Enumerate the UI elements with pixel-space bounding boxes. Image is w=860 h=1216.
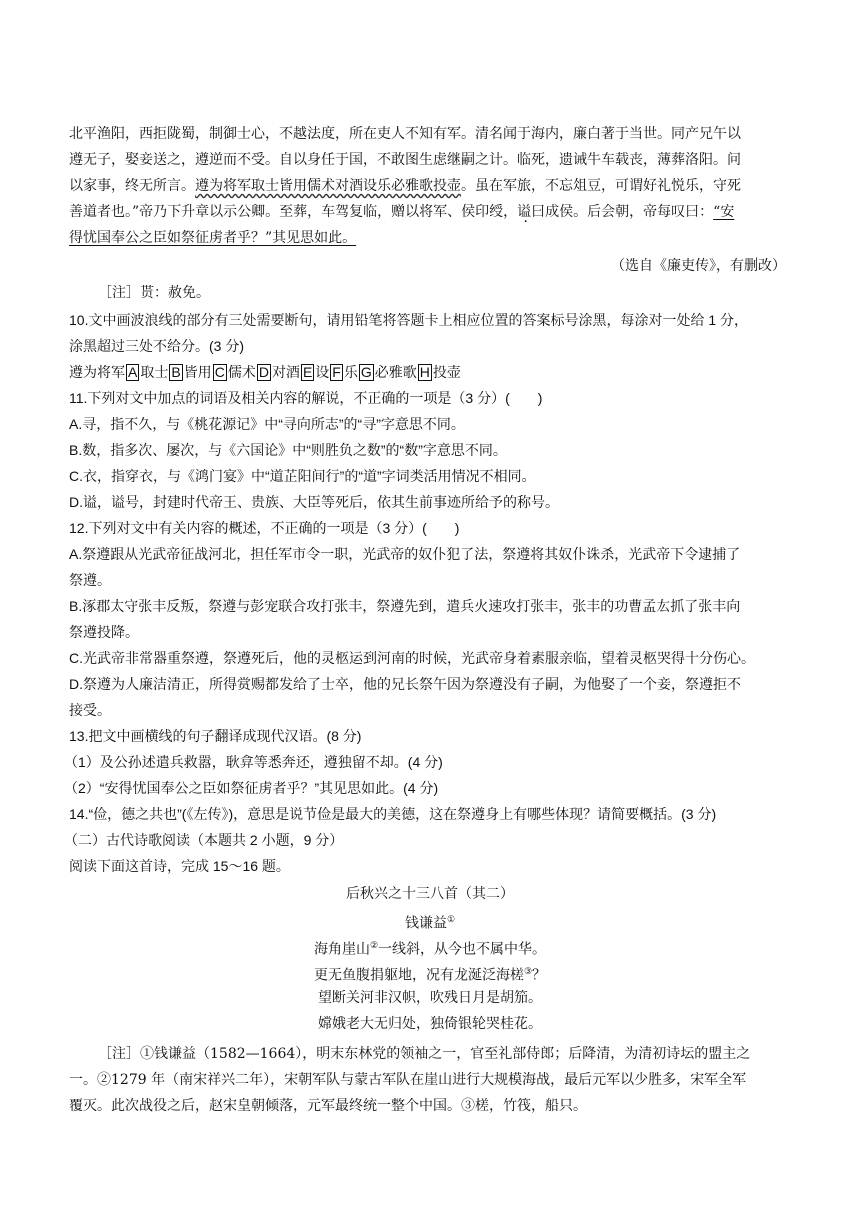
q10-stem-line-1: 10.文中画波浪线的部分有三处需要断句，请用铅笔将答题卡上相应位置的答案标号涂黑，每涂对一处给 1 分， <box>69 312 749 328</box>
answer-mark-g[interactable]: G <box>360 364 372 380</box>
poem-note-line-3: 覆灭。此次战役之后，赵宋皇朝倾落，元军最终统一整个中国。③槎，竹筏，船只。 <box>69 1098 587 1114</box>
poem-author-name: 钱谦益 <box>404 915 447 932</box>
passage-line-4 <box>69 202 734 222</box>
answer-mark-c[interactable]: C <box>214 364 225 380</box>
underlined-sentence: 得忧国奉公之臣如祭征虏者乎？”其见思如此。 <box>69 230 357 246</box>
underlined-sentence: “安 <box>713 204 735 220</box>
answer-mark-f[interactable]: F <box>332 364 341 380</box>
q10-stem-line-2: 涂黑超过三处不给分。(3 分) <box>69 338 244 354</box>
q10-segment: 儒术 <box>227 364 256 380</box>
poem-text: 更无鱼腹捐躯地，况有龙涎泛海槎 <box>313 967 524 984</box>
q12-stem: 12.下列对文中有关内容的概述，不正确的一项是（3 分）( ) <box>69 520 460 536</box>
answer-mark-h[interactable]: H <box>419 364 430 380</box>
q12-option-c: C.光武帝非常器重祭遵，祭遵死后，他的灵柩运到河南的时候，光武帝身着素服亲临，望着灵柩哭得十分伤心。 <box>69 650 755 666</box>
passage-note: ［注］贳：赦免。 <box>98 284 210 300</box>
passage-text: 曰成侯。后会朝，帝每叹曰： <box>531 204 714 220</box>
q14-stem: 14.“俭，德之共也”(《左传》)，意思是说节俭是最大的美德，这在祭遵身上有哪些体现？请简要概括。(3 分) <box>69 806 717 822</box>
q10-answer-options <box>69 362 461 382</box>
poem-title: 后秋兴之十三八首（其二） <box>346 886 514 902</box>
q10-segment: 必雅歌 <box>374 364 417 380</box>
q12-option-d-line-2: 接受。 <box>69 702 111 718</box>
q10-segment: 皆用 <box>183 364 212 380</box>
q13-sentence-1: （1）及公孙述遣兵救嚣，耿弇等悉奔还，遵独留不却。(4 分) <box>64 754 443 770</box>
passage-source: （选自《廉吏传》，有删改） <box>611 258 786 274</box>
section-intro: 阅读下面这首诗，完成 15～16 题。 <box>69 858 290 874</box>
poem-line-3: 望断关河非汉帜，吹残日月是胡笳。 <box>318 990 542 1006</box>
poem-author <box>0 910 860 934</box>
q11-option-d: D.谥，谥号，封建时代帝王、贵族、大臣等死后，依其生前事迹所给予的称号。 <box>69 494 559 510</box>
q12-option-a-line-2: 祭遵。 <box>69 572 111 588</box>
q10-segment: 取士 <box>140 364 169 380</box>
dotted-word: 谥 <box>517 204 532 220</box>
answer-mark-e[interactable]: E <box>302 364 313 380</box>
wavy-underlined-sentence: 遵为将军取士皆用儒术对酒设乐必雅歌投壶 <box>195 178 461 194</box>
poem-line-4: 嫦娥老大无归处，独倚银轮哭桂花。 <box>318 1016 542 1032</box>
q11-stem: 11.下列对文中加点的词语及相关内容的解说，不正确的一项是（3 分）( ) <box>69 390 543 406</box>
q11-option-a: A.寻，指不久，与《桃花源记》中“寻向所志”的“寻”字意思不同。 <box>69 416 465 432</box>
answer-mark-b[interactable]: B <box>171 364 181 380</box>
footnote-mark: ② <box>369 941 379 951</box>
section-heading: （二）古代诗歌阅读（本题共 2 小题，9 分） <box>64 832 344 848</box>
q12-option-d-line-1: D.祭遵为人廉洁清正，所得赏赐都发给了士卒，他的兄长祭午因为祭遵没有子嗣，为他娶了一个妾，祭遵拒不 <box>69 676 741 692</box>
passage-line-5 <box>69 228 356 248</box>
q10-segment: 遵为将军 <box>69 364 125 380</box>
q12-option-b-line-2: 祭遵投降。 <box>69 624 139 640</box>
poem-text: ？ <box>532 967 547 984</box>
q10-segment: 乐 <box>343 364 358 380</box>
passage-text: 以家事，终无所言。 <box>69 178 195 194</box>
q11-option-c: C.衣，指穿衣，与《鸿门宴》中“道芷阳间行”的“道”字词类活用情况不相同。 <box>69 468 536 484</box>
poem-text: 海角崖山 <box>313 941 370 958</box>
poem-note-line-1: ［注］①钱谦益（1582—1664），明末东林党的领袖之一，官至礼部侍郎；后降清，为清初诗坛的盟主之 <box>98 1046 751 1062</box>
answer-mark-d[interactable]: D <box>258 364 269 380</box>
passage-text: 善道者也。”帝乃下升章以示公卿。至葬，车驾复临，赠以将军、侯印绶， <box>69 204 518 220</box>
q12-option-a-line-1: A.祭遵跟从光武帝征战河北，担任军市令一职，光武帝的奴仆犯了法，祭遵将其奴仆诛杀，光武帝下令逮捕了 <box>69 546 741 562</box>
q10-segment: 设 <box>315 364 330 380</box>
q13-sentence-2: （2）“安得忧国奉公之臣如祭征虏者乎？”其见思如此。(4 分) <box>64 780 439 796</box>
q10-segment: 投壶 <box>432 364 461 380</box>
passage-line-1: 北平渔阳，西拒陇蜀，制御士心，不越法度，所在吏人不知有军。清名闻于海内，廉白著于当世。同产兄午以 <box>69 126 741 142</box>
q10-segment: 对酒 <box>271 364 300 380</box>
footnote-mark: ① <box>446 915 456 925</box>
poem-text: 一线斜，从今也不属中华。 <box>378 941 547 958</box>
poem-note-line-2: 一。②1279 年（南宋祥兴二年），宋朝军队与蒙古军队在崖山进行大规模海战，最后元军以少胜多，宋军全军 <box>69 1072 747 1088</box>
passage-line-2: 遵无子，娶妾送之，遵逆而不受。自以身任于国，不敢图生虑继嗣之计。临死，遗诫牛车载丧，薄葬洛阳。问 <box>69 152 741 168</box>
answer-mark-a[interactable]: A <box>128 364 138 380</box>
q11-option-b: B.数，指多次、屡次，与《六国论》中“则胜负之数”的“数”字意思不同。 <box>69 442 507 458</box>
passage-line-3 <box>69 176 741 196</box>
q12-option-b-line-1: B.涿郡太守张丰反叛，祭遵与彭宠联合攻打张丰，祭遵先到，遣兵火速攻打张丰，张丰的功曹孟厷抓了张丰向 <box>69 598 741 614</box>
footnote-mark: ③ <box>523 967 533 977</box>
passage-text: 。虽在军旅，不忘俎豆，可谓好礼悦乐，守死 <box>461 178 741 194</box>
poem-line-1 <box>0 936 860 960</box>
poem-line-2 <box>0 962 860 986</box>
q13-stem: 13.把文中画横线的句子翻译成现代汉语。(8 分) <box>69 728 362 744</box>
